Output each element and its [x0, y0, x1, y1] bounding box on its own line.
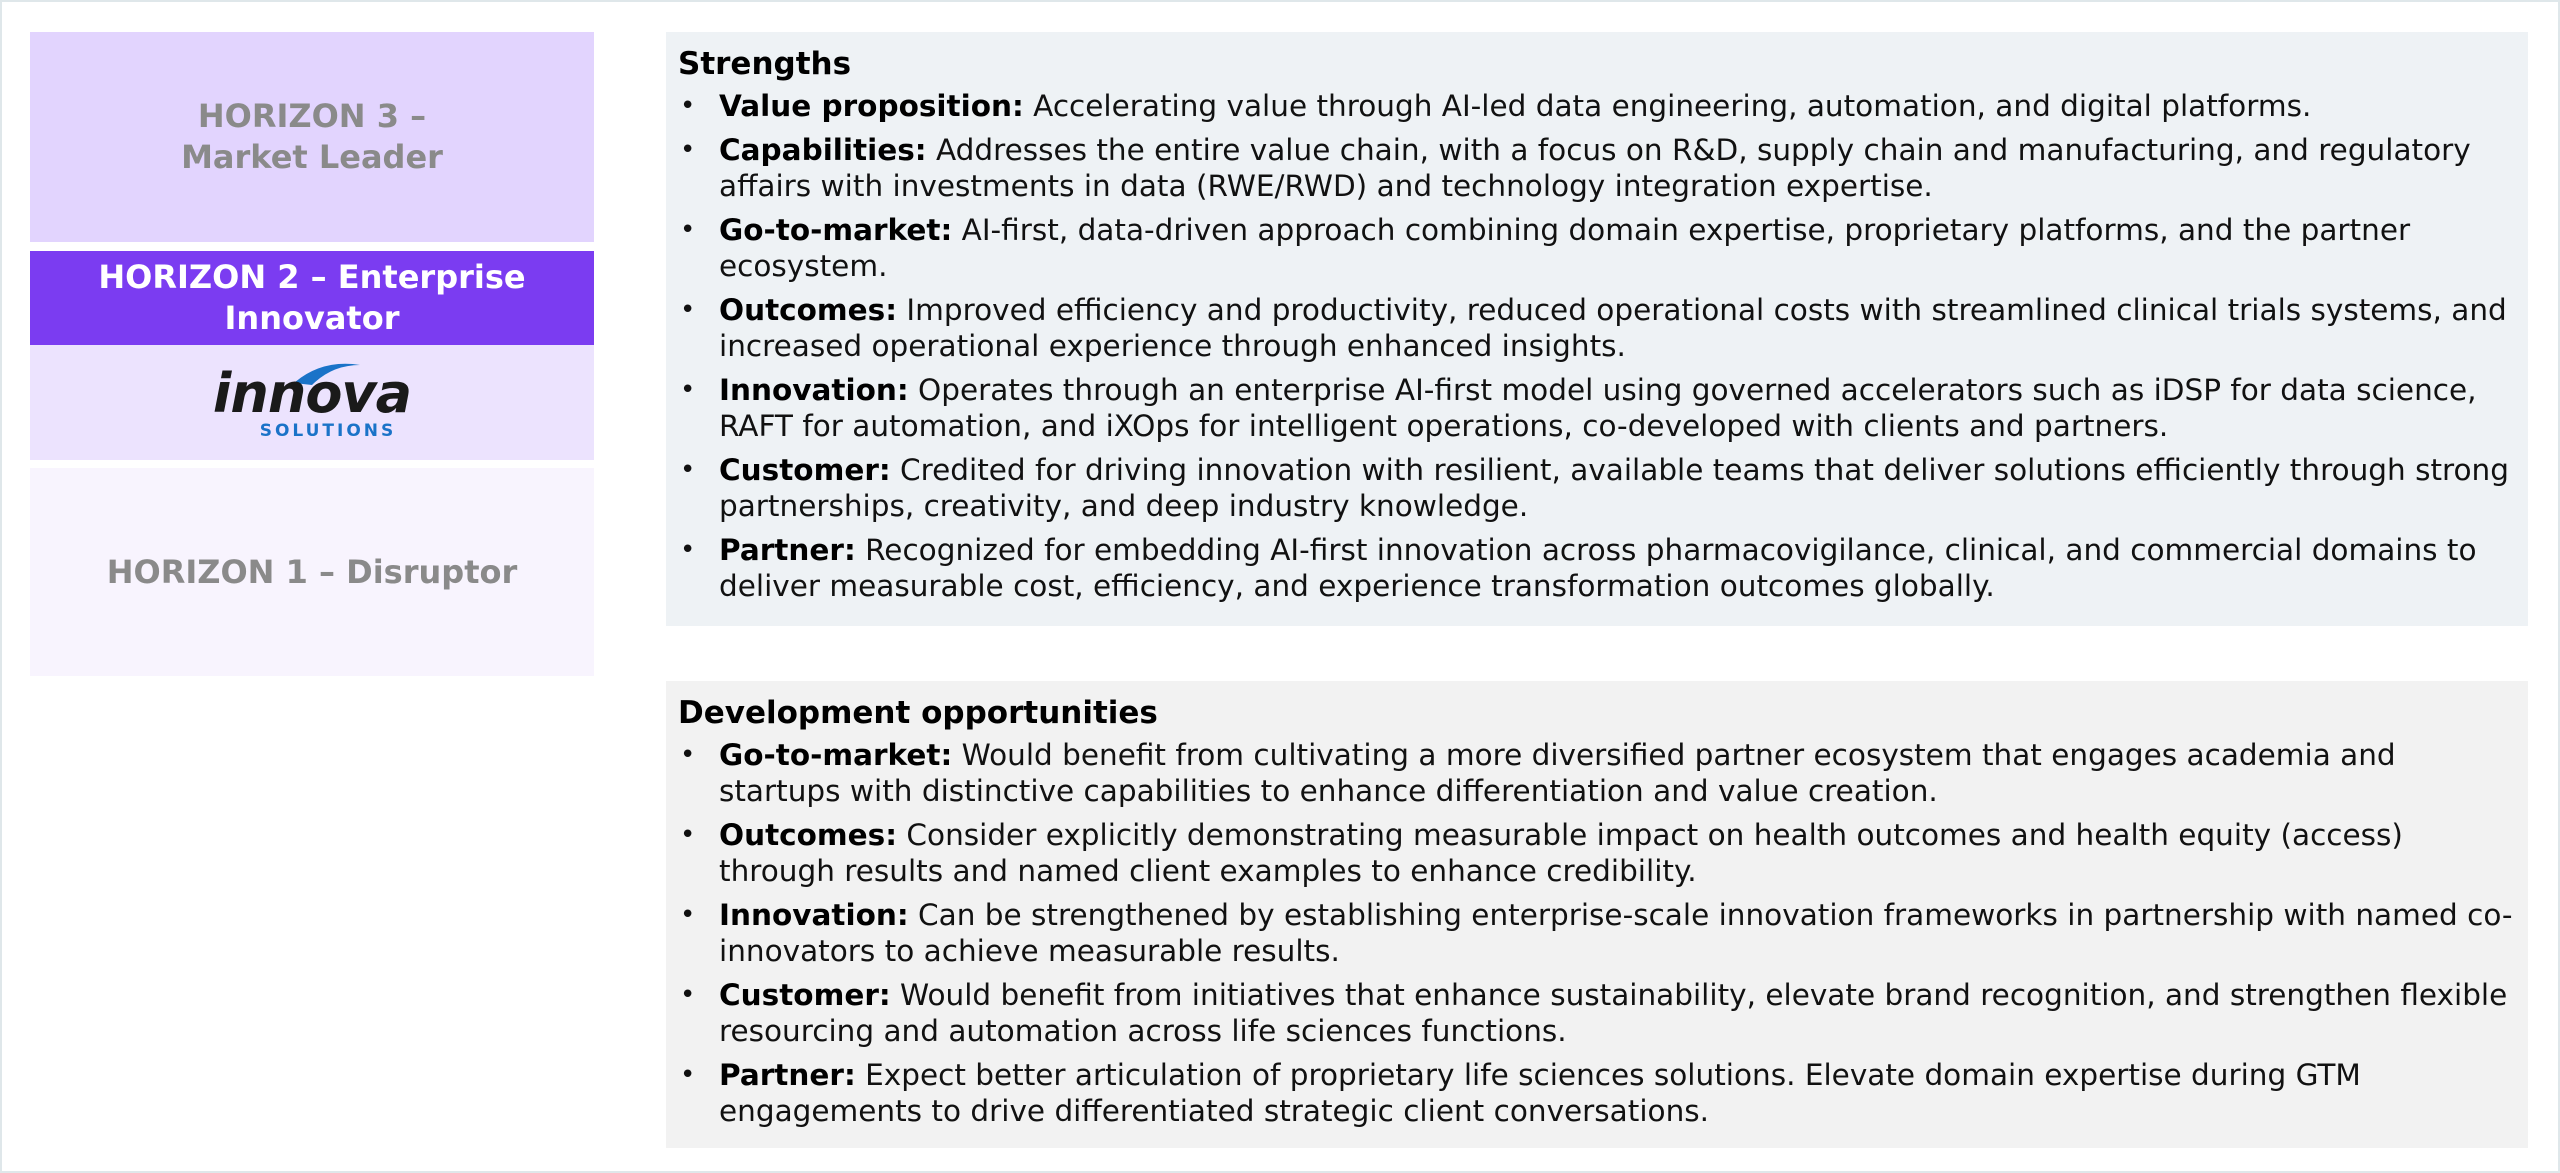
- list-item: [678, 737, 2514, 809]
- list-item: [678, 977, 2514, 1049]
- list-item: [678, 88, 2514, 124]
- item-text: Consider explicitly demonstrating measurable impact on health outcomes and health equity (access) through results and named client examples to enhance credibility.: [719, 818, 2403, 888]
- list-item: [678, 1057, 2514, 1129]
- horizon-3-box: [30, 32, 594, 242]
- list-item: [678, 817, 2514, 889]
- item-label: Customer:: [719, 978, 891, 1012]
- horizon-2-box: [30, 251, 594, 345]
- company-logo-box: [30, 345, 594, 460]
- horizon-2-label: HORIZON 2 – Enterprise Innovator: [98, 258, 526, 337]
- item-label: Partner:: [719, 1058, 856, 1092]
- item-label: Customer:: [719, 453, 891, 487]
- list-item: [678, 132, 2514, 204]
- item-label: Innovation:: [719, 373, 909, 407]
- development-opportunities-panel: [666, 681, 2528, 1148]
- item-text: Addresses the entire value chain, with a focus on R&D, supply chain and manufacturing, and regulatory affairs with investments in data (RWE/RWD) and technology integration expertise.: [719, 133, 2471, 203]
- item-label: Innovation:: [719, 898, 909, 932]
- list-item: [678, 372, 2514, 444]
- item-label: Capabilities:: [719, 133, 927, 167]
- horizon-1-box: [30, 468, 594, 676]
- innova-solutions-logo: [212, 363, 412, 443]
- item-text: Improved efficiency and productivity, reduced operational costs with streamlined clinical trials systems, and increased operational experience through enhanced insights.: [719, 293, 2507, 363]
- logo-wordmark: innova: [212, 361, 412, 425]
- item-text: Operates through an enterprise AI-first model using governed accelerators such as iDSP for data science, RAFT for automation, and iXOps for intelligent operations, co-developed with clients and partners.: [719, 373, 2477, 443]
- strengths-title: Strengths: [678, 46, 852, 82]
- horizon-1-label: HORIZON 1 – Disruptor: [106, 553, 518, 591]
- logo-subtitle: SOLUTIONS: [259, 420, 397, 441]
- item-label: Value proposition:: [719, 89, 1024, 123]
- item-text: Expect better articulation of proprietary life sciences solutions. Elevate domain expertise during GTM engagements to drive differentiated strategic client conversations.: [719, 1058, 2361, 1128]
- list-item: [678, 897, 2514, 969]
- item-text: AI-first, data-driven approach combining domain expertise, proprietary platforms, and the partner ecosystem.: [719, 213, 2411, 283]
- item-label: Go-to-market:: [719, 213, 953, 247]
- item-label: Partner:: [719, 533, 856, 567]
- horizon-3-label: HORIZON 3 – Market Leader: [181, 97, 443, 176]
- item-text: Credited for driving innovation with resilient, available teams that deliver solutions efficiently through strong partnerships, creativity, and deep industry knowledge.: [719, 453, 2509, 523]
- development-list: [678, 737, 2514, 1129]
- item-text: Would benefit from initiatives that enhance sustainability, elevate brand recognition, and strengthen flexible resourcing and automation across life sciences functions.: [719, 978, 2508, 1048]
- item-text: Accelerating value through AI-led data engineering, automation, and digital platforms.: [1023, 89, 2312, 123]
- item-text: Recognized for embedding AI-first innovation across pharmacovigilance, clinical, and commercial domains to deliver measurable cost, efficiency, and experience transformation outcomes globally.: [719, 533, 2477, 603]
- strengths-panel: [666, 32, 2528, 626]
- development-title: Development opportunities: [678, 695, 1158, 731]
- list-item: [678, 292, 2514, 364]
- list-item: [678, 532, 2514, 604]
- list-item: [678, 452, 2514, 524]
- item-label: Outcomes:: [719, 293, 898, 327]
- list-item: [678, 212, 2514, 284]
- item-label: Outcomes:: [719, 818, 898, 852]
- item-text: Can be strengthened by establishing enterprise-scale innovation frameworks in partnership with named co-innovators to achieve measurable results.: [719, 898, 2513, 968]
- item-text: Would benefit from cultivating a more diversified partner ecosystem that engages academia and startups with distinctive capabilities to enhance differentiation and value creation.: [719, 738, 2396, 808]
- item-label: Go-to-market:: [719, 738, 953, 772]
- strengths-list: [678, 88, 2514, 604]
